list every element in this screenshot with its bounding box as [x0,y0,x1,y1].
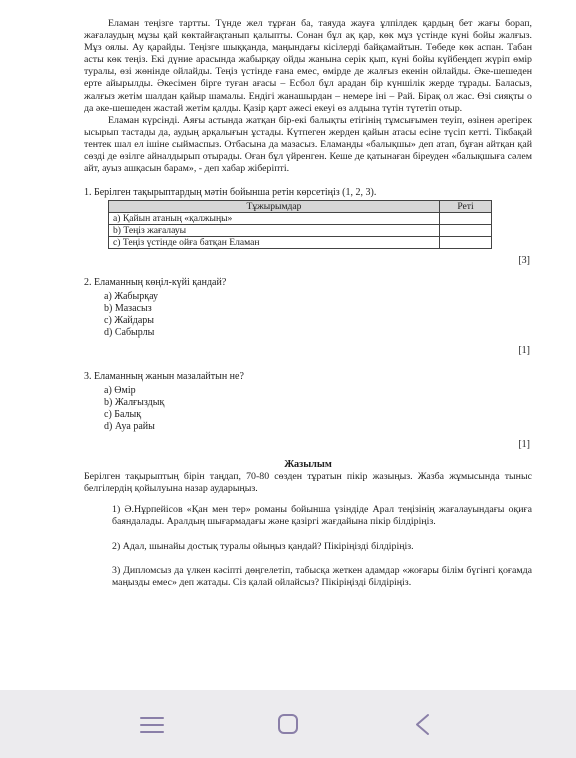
table-header-row [109,201,492,213]
question-2-score: [1] [518,345,530,357]
answer-option: d) Сабырлы [104,327,155,339]
question-2-options [104,291,532,339]
writing-task-3: 3) Дипломсыз да үлкен кәсіпті дөңгелетіп, табысқа жеткен адамдар «жоғары білім бүгінгі қоғамда маңызды емес» деп жатады. Сіз қалай ойлайсыз? Пікіріңізді білдіріңіз. [112,565,532,589]
table-header-order: Реті [439,201,491,213]
question-3-title: 3. Еламанның жанын мазалайтын не? [84,371,244,383]
table-cell-statement: с) Теңіз үстінде ойға батқан Еламан [109,237,440,249]
answer-option: b) Мазасыз [104,303,152,315]
reading-paragraph-2: Еламан күрсінді. Аяғы астында жатқан бір-екі балықты етігінің тұмсығымен теуіп, өзінен әрегірек ысырып тастады да, аудың арқалығын ұстады. Күтпеген жерден қайын атасы есіне түсіп кетті. Тікбақай тентек шал ел ішіне сыймаспыз. Отбасына да мазасыз. Еламанды «балықшы» деп атап, бұған айтқан қай сөзді де өзілге айналдырып отырады. Оған бұл үйренген. Кеше де қатынаған біреуден «балықшыға сәлем айт, ауыз ашқасын барам», - деп хабар жіберіпті. [84,114,532,175]
writing-instructions: Берілген тақырыптың бірін таңдап, 70-80 сөзден тұратын пікір жазыңыз. Жазба жұмысында тыныс белгілердің қойылуына назар аударыңыз. [84,471,532,495]
home-icon [273,710,303,740]
back-button[interactable] [408,710,438,740]
table-row [109,213,492,225]
writing-task-1: 1) Ә.Нұрпейісов «Қан мен тер» романы бойынша үзіндіде Арал теңізінің жағалауындағы оқиға баяндалады. Аралдың шығармадағы және қазіргі жағдайына пікір білдіріңіз. [112,504,532,528]
answer-option: с) Балық [104,409,142,421]
table-row [109,225,492,237]
reading-paragraph-1: Еламан теңізге тартты. Түнде жел тұрған ба, таяуда жауға ұлпілдек қардың бет жағы борап, жағалаудың мұзы қай көктайғақтанып қалыпты. Сонан бұл ақ қар, көк мұз үстінде күні бойы жалғыз. Мұз оялы. Ау қарайды. Теңізге шыққанда, маңындағы кісілерді байқамайтын. Төбеде көк аспан. Табан асты көк теңіз. Екі дүние арасында жабырқау ойды жанына серік қып, күні бойы күйбеңдеп жүріп өмір туралы, өзі жөнінде ойлайды. Теңіз үстінде ғана емес, өмірде де жалғыз екенін ойлайды. Әке-шешеден ерте айырылды. Әкесімен бірге туған ағасы – Есбол бұл арадан бір күншілік жерде тұрады. Баласыз, жалғыз жетім шалдан қайыр шамалы. Ендігі жанашырдан – немере іні – Рай. Бірақ ол жас. Өзі сияқты о да әке-шешеден жастай жетім қалды. Қазір қарт әжесі екеуі өз алдына түтін түтетіп отыр. [84,18,532,114]
document-content [84,18,532,589]
answer-option: b) Жалғыздық [104,397,165,409]
question-3 [84,371,532,451]
writing-task-2: 2) Адал, шынайы достық туралы ойыңыз қандай? Пікіріңізді білдіріңіз. [112,541,414,553]
answer-option: d) Ауа райы [104,421,155,433]
table-cell-statement: а) Қайын атаның «қалжыңы» [109,213,440,225]
question-1 [84,187,532,267]
table-header-statements: Тұжырымдар [109,201,440,213]
question-3-options [104,385,532,433]
writing-section-title: Жазылым [284,459,332,471]
android-navigation-bar [0,690,576,758]
back-icon [408,710,438,740]
answer-option: с) Жайдары [104,315,155,327]
table-cell-order-blank [439,225,491,237]
table-cell-order-blank [439,213,491,225]
question-2 [84,277,532,357]
table-cell-order-blank [439,237,491,249]
home-button[interactable] [273,710,303,740]
answer-option: а) Өмір [104,385,136,397]
recent-apps-button[interactable] [137,710,167,740]
table-cell-statement: b) Теңіз жағалауы [109,225,440,237]
answer-option: а) Жабырқау [104,291,159,303]
menu-icon [137,710,167,740]
question-1-score: [3] [518,255,530,267]
question-2-title: 2. Еламанның көңіл-күйі қандай? [84,277,227,289]
question-3-score: [1] [518,439,530,451]
question-1-title: 1. Берілген тақырыптардың мәтін бойынша ретін көрсетіңіз (1, 2, 3). [84,187,377,199]
ordering-table [108,200,492,249]
table-row [109,237,492,249]
